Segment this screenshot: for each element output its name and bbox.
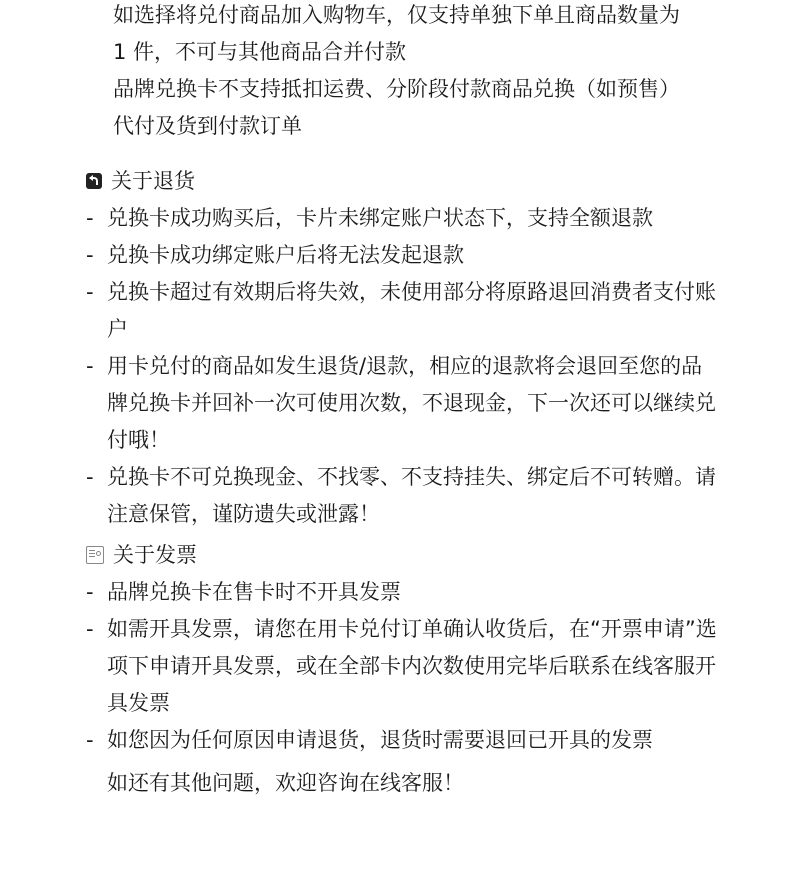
list-item (86, 462, 726, 536)
list-item (86, 240, 726, 277)
bullet-dash: - (86, 206, 94, 230)
list-item-text: 如您因为任何原因申请退货，退货时需要退回已开具的发票 (107, 728, 653, 752)
list-item-text: 如需开具发票，请您在用卡兑付订单确认收货后，在“开票申请”选项下申请开具发票，或在全部卡内次数使用完毕后联系在线客服开具发票 (107, 617, 717, 715)
intro-line: 如选择将兑付商品加入购物车，仅支持单独下单且商品数量为 (113, 3, 680, 27)
intro-block (113, 0, 723, 148)
list-item (86, 725, 726, 762)
bullet-dash: - (86, 243, 94, 267)
list-item (86, 203, 726, 240)
list-item-text: 品牌兑换卡在售卡时不开具发票 (107, 580, 401, 604)
invoice-heading (86, 540, 726, 570)
intro-line: 1 件，不可与其他商品合并付款 (113, 40, 407, 64)
bullet-dash: - (86, 728, 94, 752)
bullet-dash: - (86, 354, 94, 378)
returns-title: 关于退货 (111, 169, 195, 193)
list-item-text: 兑换卡不可兑换现金、不找零、不支持挂失、绑定后不可转赠。请注意保管，谨防遗失或泄露！ (107, 465, 716, 526)
invoice-title: 关于发票 (113, 543, 197, 567)
bullet-dash: - (86, 280, 94, 304)
returns-list (86, 203, 726, 536)
list-item (86, 577, 726, 614)
bullet-dash: - (86, 617, 94, 641)
list-item (86, 614, 726, 725)
list-item-text: 用卡兑付的商品如发生退货/退款，相应的退款将会退回至您的品牌兑换卡并回补一次可使用次数，不退现金，下一次还可以继续兑付哦！ (107, 354, 716, 452)
list-item-text: 兑换卡成功购买后，卡片未绑定账户状态下，支持全额退款 (107, 206, 653, 230)
list-item-text: 兑换卡超过有效期后将失效，未使用部分将原路退回消费者支付账户 (107, 280, 716, 341)
bullet-dash: - (86, 465, 94, 489)
closing-note: 如还有其他问题，欢迎咨询在线客服！ (107, 771, 464, 795)
invoice-list (86, 577, 726, 762)
list-item (86, 277, 726, 351)
return-icon (86, 173, 102, 189)
list-item-text: 兑换卡成功绑定账户后将无法发起退款 (107, 243, 464, 267)
list-item (86, 351, 726, 462)
intro-line: 品牌兑换卡不支持抵扣运费、分阶段付款商品兑换（如预售） (113, 77, 680, 101)
invoice-icon (86, 546, 104, 564)
intro-line: 代付及货到付款订单 (113, 114, 302, 138)
returns-heading (86, 166, 726, 196)
bullet-dash: - (86, 580, 94, 604)
